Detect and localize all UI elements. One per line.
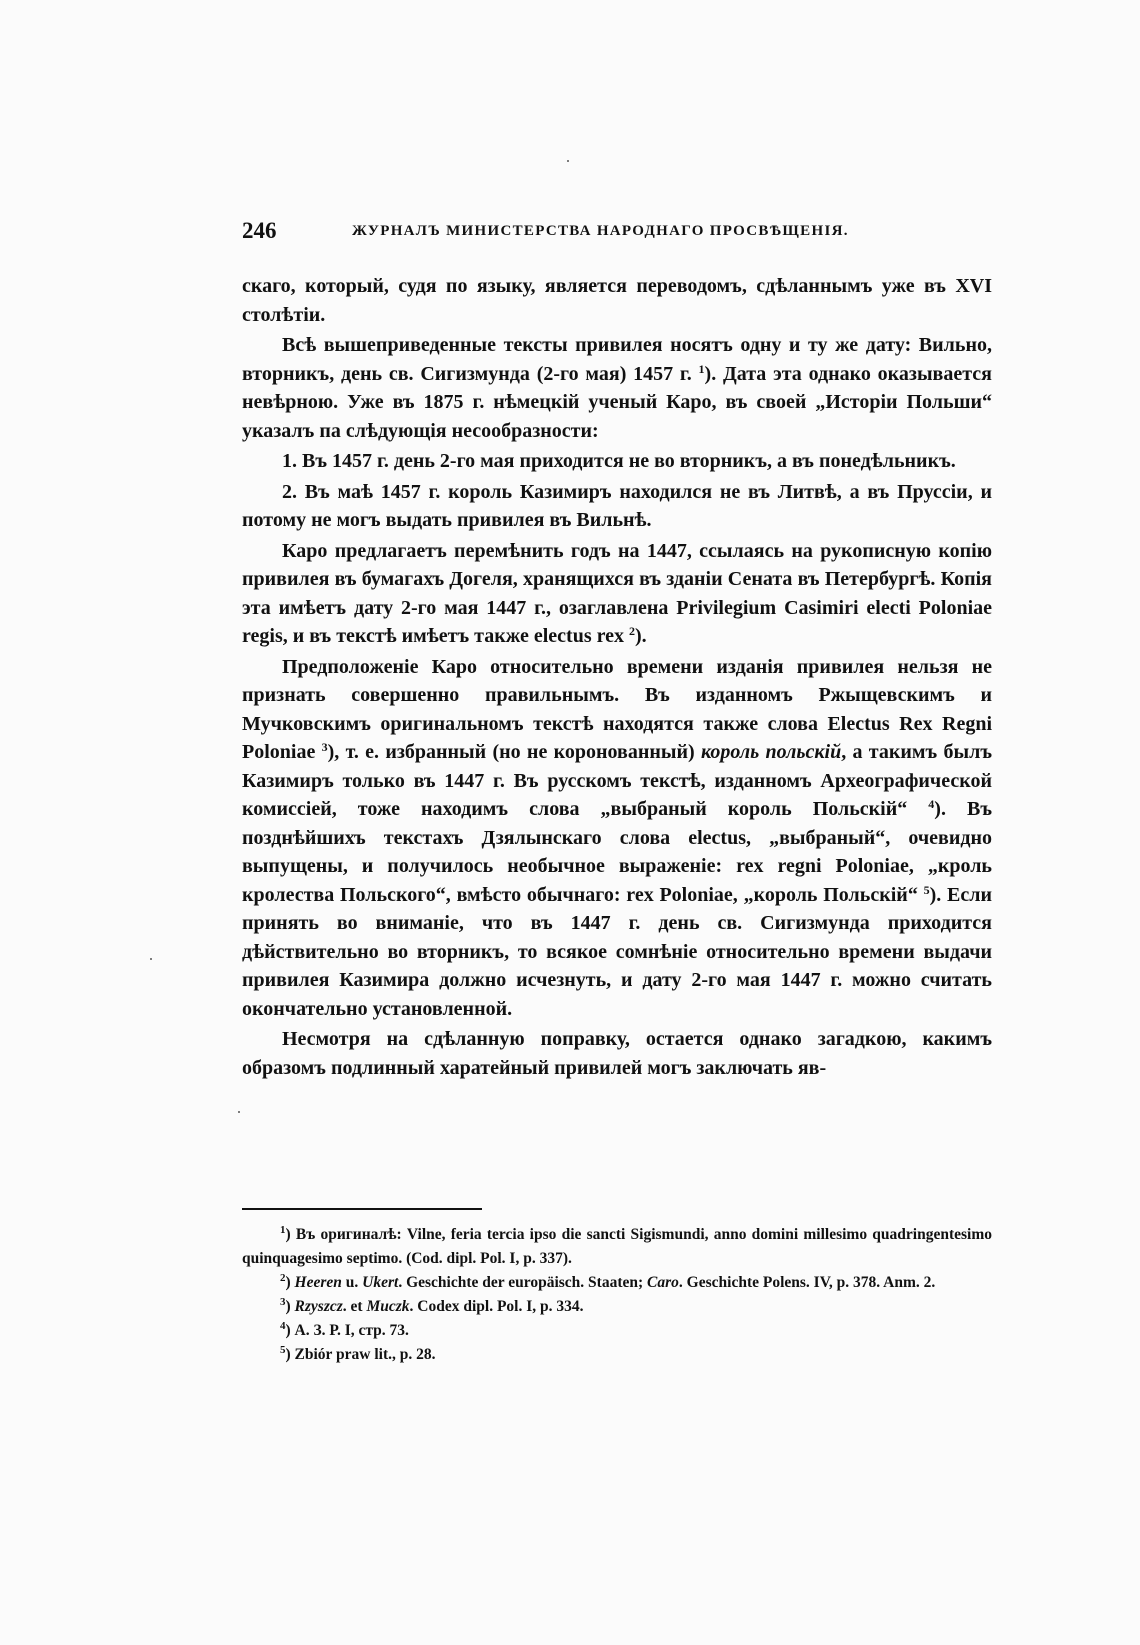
paragraph [242, 537, 992, 651]
italic-text: Rzyszcz [294, 1298, 343, 1315]
main-text [242, 272, 992, 1082]
footnote-mark: 3 [280, 1296, 286, 1308]
footnote-ref: 2 [629, 624, 636, 638]
paragraph [242, 331, 992, 445]
text-run: , а такимъ былъ Казимиръ только въ 1447 г. Въ русскомъ текстѣ, изданномъ Археографической комиссіей, тоже находимъ слова „выбраный король Польскій“ [242, 741, 992, 820]
footnote-mark: 4 [280, 1320, 286, 1332]
footnote [242, 1223, 992, 1271]
page-number: 246 [242, 218, 277, 243]
footnote [242, 1319, 992, 1343]
footnote [242, 1343, 992, 1367]
text-run: . Codex dipl. Pol. I, p. 334. [409, 1298, 584, 1315]
italic-text: Caro [647, 1274, 679, 1291]
paragraph [242, 447, 992, 476]
paragraph [242, 478, 992, 535]
text-run: Всѣ вышеприведенные тексты привилея носятъ одну и ту же дату: Вильно, вторникъ, день св. Сигизмунда (2-го мая) 1457 г. [242, 334, 992, 385]
text-run: ), т. е. избранный (но не коронованный) [327, 741, 701, 763]
text-run: . et [342, 1298, 367, 1315]
text-run: ) [285, 1298, 295, 1315]
text-run: 2. Въ маѣ 1457 г. король Казимиръ находился не въ Литвѣ, а въ Пруссіи, и потому не могъ выдать привилея въ Вильнѣ. [242, 480, 992, 531]
footnote-separator [242, 1208, 482, 1210]
paragraph [242, 1025, 992, 1082]
text-run: ). Въ позднѣйшихъ текстахъ Дзялынскаго слова electus, „выбраный“, очевидно выпущены, и получилось необычное выраженіе: rex regni Poloniae, „кроль кролества Польского“, вмѣсто обычнаго: rex Poloniae, „король Польскій“ [242, 798, 992, 906]
paper-speck [150, 958, 152, 960]
text-run: . Geschichte Polens. IV, p. 378. Anm. 2. [678, 1274, 936, 1291]
page-header [242, 218, 992, 248]
italic-text: Ukert [362, 1274, 399, 1291]
footnote-mark: 1 [280, 1224, 286, 1236]
text-run: ). Если принять во вниманіе, что въ 1447 г. день св. Сигизмунда приходится дѣйствительно во вторникъ, то всякое сомнѣніе относительно времени выдачи привилея Казимира должно исчезнуть, и дату 2-го мая 1447 г. можно считать окончательно установленной. [242, 883, 993, 1020]
footnote [242, 1271, 992, 1295]
italic-text: Heeren [294, 1274, 342, 1291]
running-title: ЖУРНАЛЪ МИНИСТЕРСТВА НАРОДНАГО ПРОСВѢЩЕНІЯ. [352, 223, 849, 239]
footnote-mark: 5 [280, 1344, 286, 1356]
text-run: скаго, который, судя по языку, является переводомъ, сдѣланнымъ уже въ XVI столѣтіи. [242, 275, 992, 326]
text-run: Каро предлагаетъ перемѣнить годъ на 1447, ссылаясь на рукописную копію привилея въ бумагахъ Догеля, хранящихся въ зданіи Сената въ Петербургѣ. Копія эта имѣетъ дату 2-го мая 1447 г., озаглавлена Privilegium Casimiri electi Poloniae regis, и въ текстѣ имѣетъ также electus rex [242, 539, 992, 647]
footnote-ref: 4 [928, 797, 935, 811]
text-run: ). [635, 625, 647, 647]
text-run: ). Дата эта однако оказывается невѣрною. Уже въ 1875 г. нѣмецкій ученый Каро, въ своей „Исторіи Польши“ указалъ па слѣдующія несообразности: [242, 362, 992, 442]
footnote [242, 1295, 992, 1319]
text-run: u. [341, 1274, 363, 1291]
text-run: . Geschichte der europäisch. Staaten; [398, 1274, 648, 1291]
footnote-mark: 2 [280, 1272, 286, 1284]
text-run: ) Zbiór praw lit., p. 28. [285, 1346, 436, 1363]
italic-text: король польскій [700, 741, 842, 763]
paper-speck [567, 160, 569, 162]
text-run: ) А. З. Р. I, стр. 73. [285, 1322, 409, 1339]
footnote-ref: 5 [923, 882, 930, 897]
footnote-ref: 1 [698, 361, 705, 376]
text-run: Предположеніе Каро относительно времени изданія привилея нельзя не признать совершенно правильнымъ. Въ изданномъ Ржыщевскимъ и Мучковскимъ оригинальномъ текстѣ находятся также слова Electus Rex Regni Poloniae [242, 655, 992, 763]
paragraph [242, 272, 992, 329]
text-run: 1. Въ 1457 г. день 2-го мая приходится не во вторникъ, а въ понедѣльникъ. [282, 450, 956, 472]
footnotes [242, 1223, 992, 1367]
footnote-ref: 3 [321, 740, 328, 754]
text-run: ) Въ оригиналѣ: Vilne, feria tercia ipso die sancti Sigismundi, anno domini millesimo quadringentesimo quinquagesimo septimo. (Cod. dipl. Pol. I, p. 337). [242, 1226, 992, 1267]
paper-speck [238, 1111, 240, 1113]
paragraph [242, 653, 992, 1024]
italic-text: Muczk [366, 1298, 410, 1315]
text-run: Несмотря на сдѣланную поправку, остается однако загадкою, какимъ образомъ подлинный харатейный привилей могъ заключать яв- [242, 1028, 992, 1079]
text-run: ) [285, 1274, 295, 1291]
